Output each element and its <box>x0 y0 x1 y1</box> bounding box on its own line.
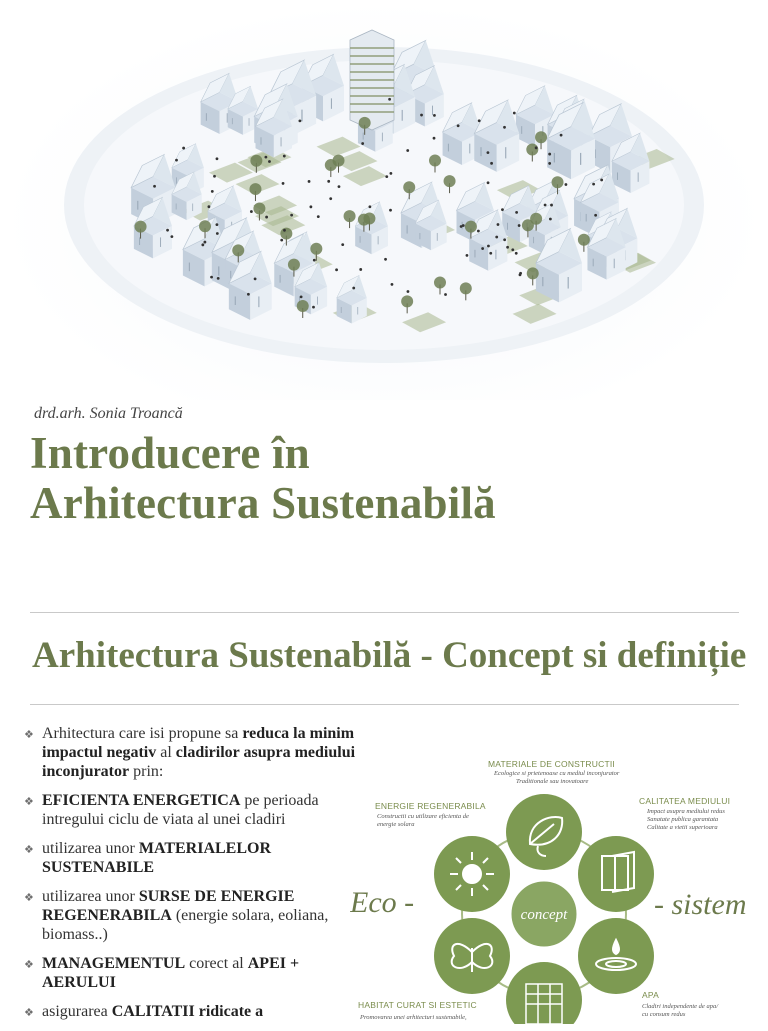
eco-script-right: - sistem <box>654 888 747 921</box>
tower-icon <box>350 30 394 130</box>
title-line-1: Introducere în <box>30 428 310 478</box>
water-label: APA <box>642 990 659 1000</box>
diamond-bullet-icon: ❖ <box>24 959 34 971</box>
presentation-title <box>30 428 496 528</box>
building-petal <box>506 962 582 1024</box>
environment-caption-1: Impact asupra mediului redus <box>647 808 725 815</box>
list-item: ❖ utilizarea unor SURSE DE ENERGIE REGENERABILA (energie solara, eoliana, biomass..) <box>24 888 329 943</box>
list-item: ❖ EFICIENTA ENERGETICA pe perioada intregului ciclu de viata al unei cladiri <box>24 792 319 828</box>
habitat-caption-1: Promovarea unei arhitecturi sustenabile, <box>360 1014 467 1021</box>
diamond-bullet-icon: ❖ <box>24 844 34 856</box>
water-caption-1: Cladiri independente de apa/ <box>642 1003 719 1010</box>
divider-top <box>30 612 739 613</box>
environment-caption-2: Sanatate publica garantata <box>647 816 719 823</box>
list-item: ❖ MANAGEMENTUL corect al APEI + AERULUI <box>24 955 300 991</box>
section-subtitle: Arhitectura Sustenabilă - Concept si definiție <box>32 635 747 676</box>
energy-label: ENERGIE REGENERABILA <box>375 801 486 811</box>
materials-label: MATERIALE DE CONSTRUCTII <box>488 759 615 769</box>
diamond-bullet-icon: ❖ <box>24 1007 34 1019</box>
hero-illustration <box>0 0 768 400</box>
definition-bullet-list <box>22 724 362 1031</box>
habitat-label: HABITAT CURAT SI ESTETIC <box>358 1000 477 1010</box>
author-name: drd.arh. Sonia Troancă <box>34 405 183 422</box>
list-item: ❖ asigurarea CALITATII ridicate a <box>22 1002 362 1021</box>
eco-system-diagram <box>350 752 768 1024</box>
energy-caption-1: Constructii cu utilizare eficienta de <box>377 813 469 820</box>
eco-script-left: Eco - <box>350 886 415 919</box>
sun-icon <box>450 852 494 896</box>
diamond-bullet-icon: ❖ <box>24 892 34 904</box>
list-item: ❖ Arhitectura care isi propune sa reduca la minim impactul negativ al cladirilor asupra mediului inconjurator prin: <box>24 725 356 780</box>
environment-label: CALITATEA MEDIULUI <box>639 796 731 806</box>
materials-caption-2: Traditionale sau inovatoare <box>516 778 589 785</box>
divider-bottom <box>30 704 739 705</box>
diamond-bullet-icon: ❖ <box>24 729 34 741</box>
list-item: ❖ utilizarea unor MATERIALELOR SUSTENABILE <box>24 840 272 876</box>
environment-caption-3: Calitate a vietii superioara <box>647 824 718 831</box>
water-caption-2: cu consum redus <box>642 1011 686 1018</box>
materials-caption-1: Ecologice si prietenoase cu mediul inconjurator <box>494 770 620 777</box>
water-petal <box>578 918 654 994</box>
energy-caption-2: energie solara <box>377 821 415 828</box>
title-line-2: Arhitectura Sustenabilă <box>30 478 496 528</box>
svg-text:concept: concept <box>520 907 568 923</box>
diamond-bullet-icon: ❖ <box>24 796 34 808</box>
sustainable-city-illustration <box>0 0 768 400</box>
